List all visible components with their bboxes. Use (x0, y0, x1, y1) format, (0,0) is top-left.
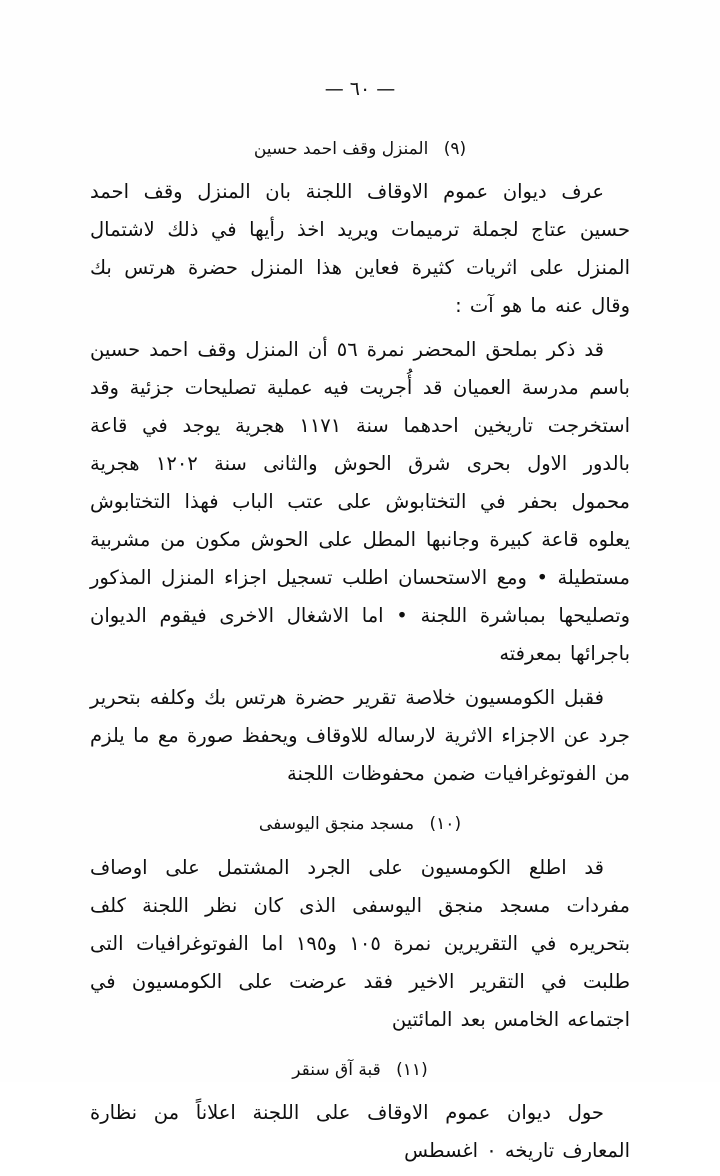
page-number: — ٦٠ — (324, 78, 396, 100)
section-9-paragraph-1: عرف ديوان عموم الاوقاف اللجنة بان المنزل وقف احمد حسين عتاج لجملة ترميمات ويريد اخذ رأيها في ذلك لاشتمال المنزل على اثريات كثيرة فعاين هذا المنزل حضرة هرتس بك وقال عنه ما هو آت : (90, 180, 630, 318)
section-9-title: المنزل وقف احمد حسين (253, 139, 429, 159)
section-9 (90, 136, 630, 793)
section-10-heading (90, 811, 630, 838)
section-9-paragraph-3: فقبل الكومسيون خلاصة تقرير حضرة هرتس بك وكلفه بتحرير جرد عن الاجزاء الاثرية لارساله للاوقاف ويحفظ صورة مع ما يلزم من الفوتوغرافيات ضمن محفوظات اللجنة (90, 686, 630, 786)
page-content (90, 118, 630, 1176)
section-11-number: (١١) (396, 1059, 428, 1080)
section-9-paragraph-2: قد ذكر بملحق المحضر نمرة ٥٦ أن المنزل وقف احمد حسين باسم مدرسة العميان قد أُجريت فيه عملية تصليحات جزئية وقد استخرجت تاريخين احدهما سنة ١١٧١ هجرية يوجد في قاعة بالدور الاول بحرى شرق الحوش والثانى سنة ١٢٠٢ هجرية محمول بحفر في التختابوش على عتب الباب فهذا التختابوش يعلوه قاعة كبيرة وجانبها المطل على الحوش مكون من مشربية مستطيلة • ومع الاستحسان اطلب تسجيل اجزاء المنزل المذكور وتصليحها بمباشرة اللجنة • اما الاشغال الاخرى فيقوم الديوان باجرائها بمعرفته (90, 338, 630, 666)
section-11-heading (90, 1057, 630, 1084)
section-11-title: قبة آق سنقر (292, 1059, 381, 1080)
section-11-paragraph-1: حول ديوان عموم الاوقاف على اللجنة اعلاناً من نظارة المعارف تاريخه ٠ اغسطس (90, 1100, 630, 1162)
section-10-number: (١٠) (429, 814, 462, 835)
section-10-paragraph-1: قد اطلع الكومسيون على الجرد المشتمل على اوصاف مفردات مسجد منجق اليوسفى الذى كان نظر اللجنة كلف بتحريره في التقريرين نمرة ١٠٥ و١٩٥ اما الفوتوغرافيات التى طلبت في التقرير الاخير فقد عرضت على الكومسيون في اجتماعه الخامس بعد المائتين (90, 855, 631, 1031)
section-9-number: (٩) (443, 139, 467, 159)
section-10 (90, 811, 630, 1038)
section-9-heading (90, 136, 630, 163)
section-10-title: مسجد منجق اليوسفى (258, 814, 415, 835)
section-11 (90, 1057, 630, 1170)
